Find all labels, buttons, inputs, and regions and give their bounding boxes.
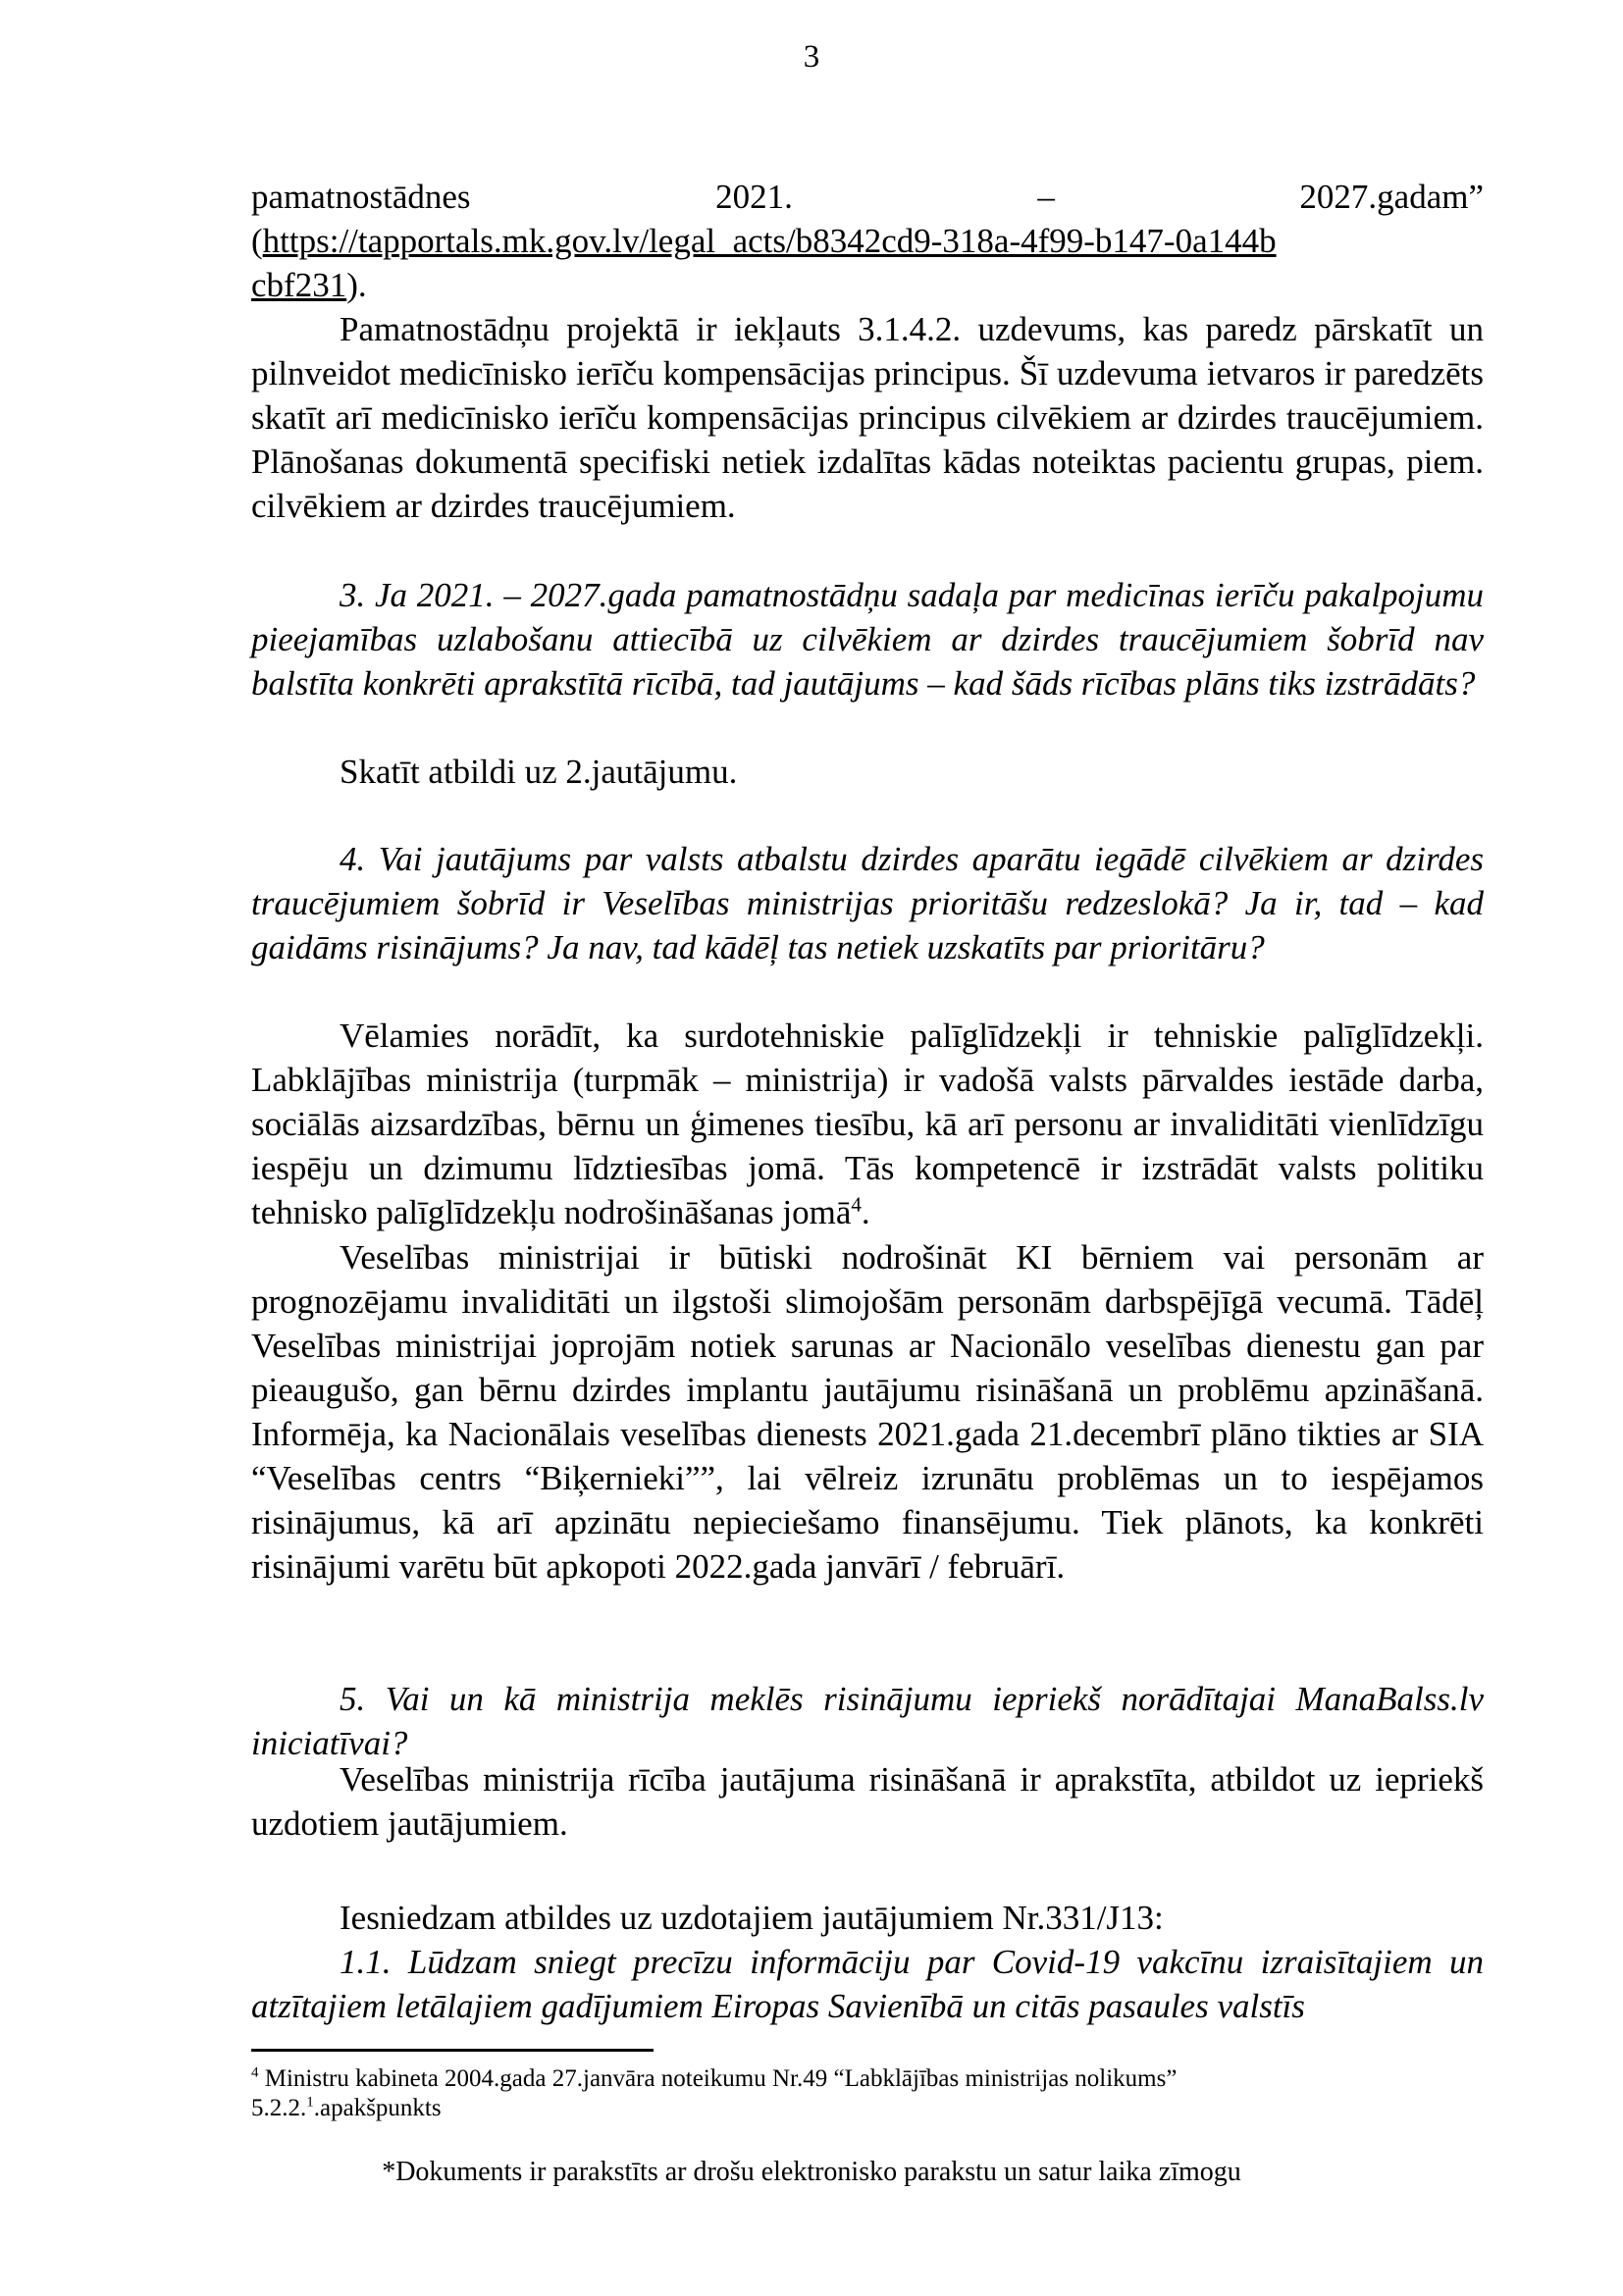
intro-line: Iesniedzam atbildes uz uzdotajiem jautājumiem Nr.331/J13: <box>340 1899 1164 1937</box>
answer-3: Skatīt atbildi uz 2.jautājumu. <box>340 753 738 791</box>
answer-4-paragraph-1 <box>251 1014 1484 1234</box>
reference-title-line <box>251 175 1484 219</box>
answer-4-text: Vēlamies norādīt, ka surdotehniskie palīglīdzekļi ir tehniskie palīglīdzekļi. Labklājības ministrija (turpmāk – ministrija) ir vadošā valsts pārvaldes iestāde darba, sociālās aizsardzības, bērnu un ģimenes tiesību, kā arī personu ar invaliditāti vienlīdzīgu iespēju un dzimumu līdztiesības jomā. Tās kompetencē ir izstrādāt valsts politiku tehnisko palīglīdzekļu nodrošināšanas jomā <box>251 1017 1484 1231</box>
paragraph-guidelines: Pamatnostādņu projektā ir iekļauts 3.1.4.2. uzdevums, kas paredz pārskatīt un pilnveidot medicīnisko ierīču kompensācijas principus. Šī uzdevuma ietvaros ir paredzēts skatīt arī medicīnisko ierīču kompensācijas principus cilvēkiem ar dzirdes traucējumiem. Plānošanas dokumentā specifiski netiek izdalītas kādas noteiktas pacientu grupas, piem. cilvēkiem ar dzirdes traucējumiem. <box>251 310 1484 525</box>
word: 2021. <box>715 178 793 216</box>
footnote-ref: 4 <box>851 1192 862 1217</box>
tapportals-link[interactable]: https://tapportals.mk.gov.lv/legal_acts/b8342cd9-318a-4f99-b147-0a144bcbf231 <box>251 222 1277 304</box>
question-5: 5. Vai un kā ministrija meklēs risinājumu iepriekš norādītajai ManaBalss.lv iniciatīvai? <box>251 1680 1484 1762</box>
reference-paragraph <box>251 175 1484 307</box>
question-3: 3. Ja 2021. – 2027.gada pamatnostādņu sadaļa par medicīnas ierīču pakalpojumu pieejamības uzlabošanu attiecībā uz cilvēkiem ar dzirdes traucējumiem šobrīd nav balstīta konkrēti aprakstītā rīcībā, tad jautājums – kad šāds rīcības plāns tiks izstrādāts? <box>251 576 1484 703</box>
word: 2027.gadam” <box>1299 178 1484 216</box>
question-1-1: 1.1. Lūdzam sniegt precīzu informāciju par Covid-19 vakcīnu izraisītajiem un atzītajiem letālajiem gadījumiem Eiropas Savienībā un citās pasaules valstīs <box>251 1943 1484 2025</box>
paren-close: ). <box>346 266 367 304</box>
footnote-ref-b: .apakšpunkts <box>313 2095 442 2121</box>
footnote-divider <box>251 2049 654 2052</box>
footnote-ref-a: 5.2.2. <box>251 2095 307 2121</box>
footnote-4 <box>251 2064 1484 2123</box>
period: . <box>861 1193 870 1231</box>
page-number: 3 <box>803 39 820 75</box>
question-4: 4. Vai jautājums par valsts atbalstu dzirdes aparātu iegādē cilvēkiem ar dzirdes traucējumiem šobrīd ir Veselības ministrijas prioritāšu redzeslokā? Ja ir, tad – kad gaidāms risinājums? Ja nav, tad kādēļ tas netiek uzskatīts par prioritāru? <box>251 840 1484 966</box>
footnote-number: 4 <box>251 2064 259 2081</box>
answer-4-paragraph-2: Veselības ministrijai ir būtiski nodrošināt KI bērniem vai personām ar prognozējamu invaliditāti un ilgstoši slimojošām personām darbspējīgā vecumā. Tādēļ Veselības ministrijai joprojām notiek sarunas ar Nacionālo veselības dienestu gan par pieaugušo, gan bērnu dzirdes implantu jautājumu risināšanā un problēmu apzināšanā. Informēja, ka Nacionālais veselības dienests 2021.gada 21.decembrī plāno tikties ar SIA “Veselības centrs “Biķernieki””, lai vēlreiz izrunātu problēmas un to iespējamos risinājumus, kā arī apzinātu nepieciešamo finansējumu. Tiek plānots, ka konkrēti risinājumi varētu būt apkopoti 2022.gada janvārī / februārī. <box>251 1238 1484 1586</box>
footnote-ref-sup: 1 <box>306 2094 314 2111</box>
signature-notice: *Dokuments ir parakstīts ar drošu elektronisko parakstu un satur laika zīmogu <box>382 2157 1241 2187</box>
word: – <box>1037 178 1055 216</box>
answer-5: Veselības ministrija rīcība jautājuma risināšanā ir aprakstīta, atbildot uz iepriekš uzdotiem jautājumiem. <box>251 1760 1484 1843</box>
word: pamatnostādnes <box>251 178 471 216</box>
paren-open: ( <box>251 222 263 260</box>
footnote-text: Ministru kabineta 2004.gada 27.janvāra noteikumu Nr.49 “Labklājības ministrijas nolikums” <box>258 2065 1178 2092</box>
